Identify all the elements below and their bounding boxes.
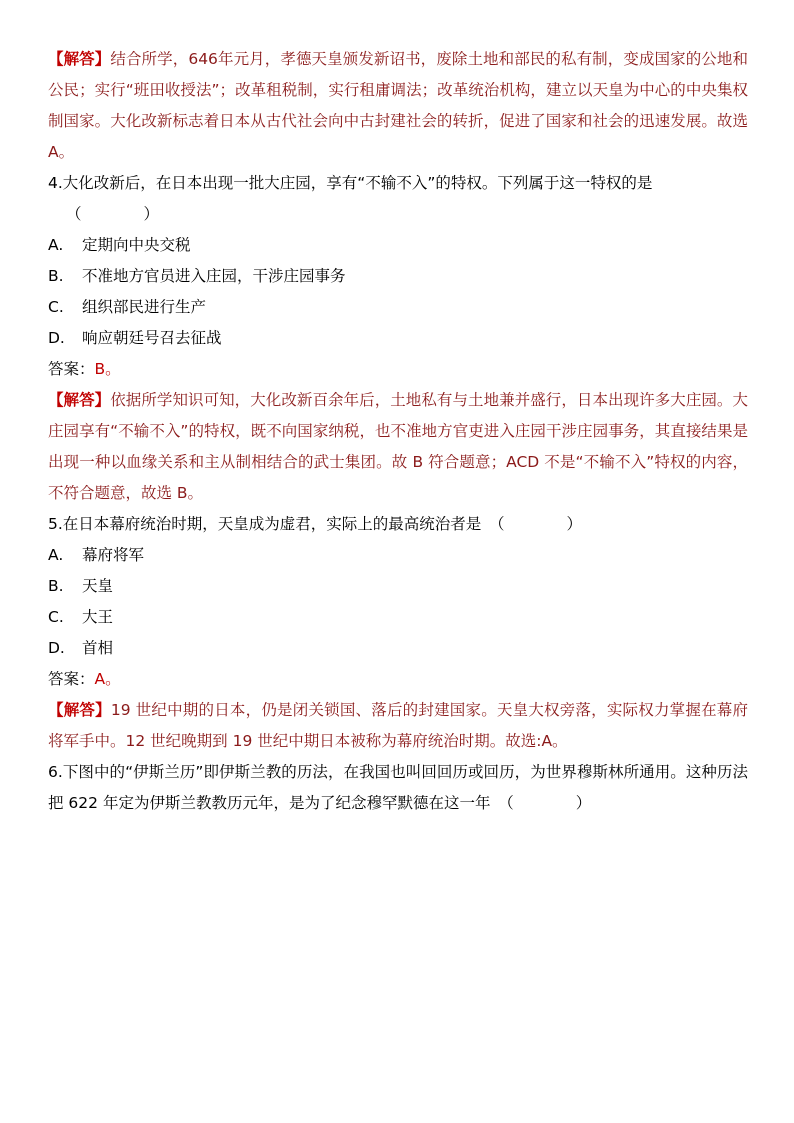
option-letter: A. — [48, 546, 64, 564]
answer-blank: （ ） — [66, 205, 160, 223]
explanation-tag: 【解答】 — [48, 50, 111, 68]
question-4-answer — [48, 354, 748, 385]
option-text: 定期向中央交税 — [82, 236, 191, 254]
explanation-text: 19 世纪中期的日本，仍是闭关锁国、落后的封建国家。天皇大权旁落，实际权力掌握在幕府将军手中。12 世纪晚期到 19 世纪中期日本被称为幕府统治时期。故选:A。 — [48, 701, 748, 750]
option-a — [48, 540, 748, 571]
option-text: 响应朝廷号召去征战 — [82, 329, 222, 347]
option-letter: C. — [48, 298, 64, 316]
question-text: 5.在日本幕府统治时期，天皇成为虚君，实际上的最高统治者是 （ ） — [48, 515, 583, 533]
answer-label: 答案： — [48, 670, 95, 688]
option-letter: D. — [48, 639, 65, 657]
question-text: 6.下图中的“伊斯兰历”即伊斯兰教的历法，在我国也叫回回历或回历，为世界穆斯林所通用。这种历法把 622 年定为伊斯兰教教历元年，是为了纪念穆罕默德在这一年 （ ） — [48, 763, 748, 812]
explanation-tag: 【解答】 — [48, 391, 111, 409]
option-text: 幕府将军 — [82, 546, 145, 564]
answer-value: A。 — [94, 670, 121, 688]
option-letter: B. — [48, 267, 64, 285]
explanation-q4 — [48, 385, 748, 509]
option-text: 组织部民进行生产 — [82, 298, 207, 316]
option-text: 不准地方官员进入庄园，干涉庄园事务 — [82, 267, 346, 285]
option-b — [48, 261, 748, 292]
question-5-stem — [48, 509, 748, 540]
option-text: 首相 — [82, 639, 114, 657]
option-letter: B. — [48, 577, 64, 595]
option-letter: D. — [48, 329, 65, 347]
question-6-stem — [48, 757, 748, 819]
answer-value: B。 — [94, 360, 121, 378]
option-a — [48, 230, 748, 261]
option-d — [48, 323, 748, 354]
explanation-q5 — [48, 695, 748, 757]
option-letter: C. — [48, 608, 64, 626]
option-c — [48, 602, 748, 633]
option-b — [48, 571, 748, 602]
question-4-stem — [48, 168, 748, 230]
explanation-q3 — [48, 44, 748, 168]
explanation-text: 依据所学知识可知，大化改新百余年后，土地私有与土地兼并盛行，日本出现许多大庄园。大庄园享有“不输不入”的特权，既不向国家纳税，也不准地方官吏进入庄园干涉庄园事务，其直接结果是出现一种以血缘关系和主从制相结合的武士集团。故 B 符合题意；ACD 不是“不输不入”特权的内容，不符合题意，故选 B。 — [48, 391, 748, 502]
question-text: 4.大化改新后，在日本出现一批大庄园，享有“不输不入”的特权。下列属于这一特权的是 — [48, 174, 653, 192]
question-5-options — [48, 540, 748, 664]
question-4-options — [48, 230, 748, 354]
question-5-answer — [48, 664, 748, 695]
answer-label: 答案： — [48, 360, 95, 378]
explanation-tag: 【解答】 — [48, 701, 111, 719]
document-page — [48, 44, 748, 819]
option-text: 大王 — [82, 608, 114, 626]
option-letter: A. — [48, 236, 64, 254]
explanation-text: 结合所学，646年元月，孝德天皇颁发新诏书，废除土地和部民的私有制，变成国家的公地和公民；实行“班田收授法”；改革租税制，实行租庸调法；改革统治机构，建立以天皇为中心的中央集权制国家。大化改新标志着日本从古代社会向中古封建社会的转折，促进了国家和社会的迅速发展。故选 A。 — [48, 50, 748, 161]
option-d — [48, 633, 748, 664]
option-c — [48, 292, 748, 323]
option-text: 天皇 — [82, 577, 114, 595]
